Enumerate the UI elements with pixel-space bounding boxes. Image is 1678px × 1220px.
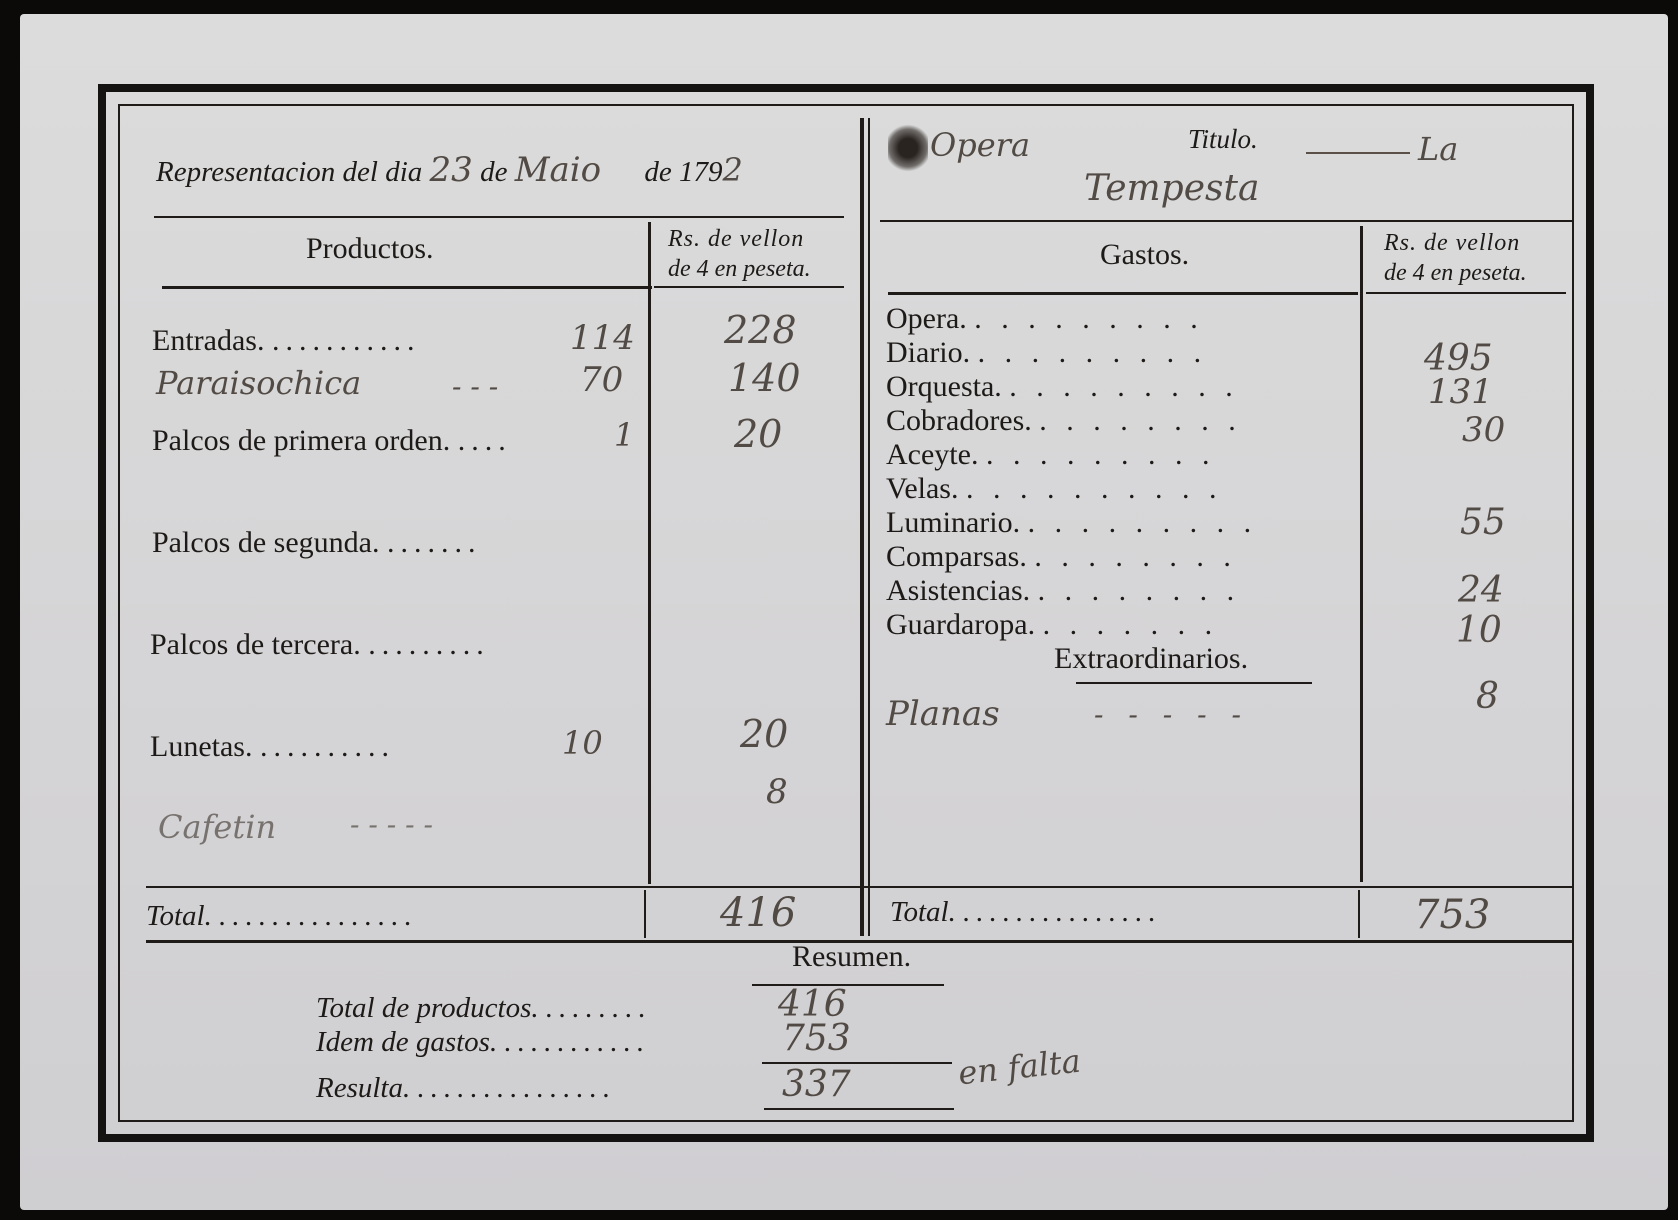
resumen-resulta-value: 337 bbox=[782, 1064, 851, 1105]
resumen-bottom-rule bbox=[764, 1108, 954, 1110]
list-item bbox=[886, 370, 1239, 404]
row-label: Palcos de tercera. bbox=[150, 628, 361, 661]
resumen-label: Total de productos. bbox=[316, 992, 539, 1024]
row-value: 10 bbox=[1456, 610, 1502, 651]
gastos-unit-rule bbox=[1366, 292, 1566, 294]
total-label: Total. bbox=[890, 896, 956, 928]
list-item bbox=[886, 540, 1237, 574]
total-top-rule bbox=[146, 886, 1574, 888]
row-dots: . . . . . . . . bbox=[1039, 404, 1242, 437]
productos-unit-line2: de 4 en peseta. bbox=[668, 256, 811, 282]
row-dots: . . . . . . . . bbox=[1037, 574, 1241, 607]
row-value: 30 bbox=[1462, 410, 1506, 450]
row-dots: . . . . . . . . . bbox=[974, 302, 1204, 335]
extraordinarios-heading: Extraordinarios. bbox=[1054, 642, 1249, 675]
total-sep-right bbox=[1358, 890, 1360, 938]
row-label: Palcos de primera orden. bbox=[152, 424, 451, 457]
resumen-dots: ............... bbox=[417, 1072, 617, 1104]
row-dots: - - - - - bbox=[350, 808, 433, 841]
row-label: Comparsas. bbox=[886, 540, 1027, 573]
resumen-label: Resulta. bbox=[316, 1072, 411, 1104]
list-item bbox=[886, 302, 1204, 336]
productos-unit-line1: Rs. de vellon bbox=[668, 226, 805, 252]
row-dots: . . . . . . . . . bbox=[1027, 506, 1258, 539]
gastos-value-rule bbox=[1360, 226, 1363, 882]
header-rule-right bbox=[880, 220, 1574, 222]
extra-rule bbox=[1076, 682, 1312, 684]
row-label: Cobradores. bbox=[886, 404, 1032, 437]
gastos-unit-line2: de 4 en peseta. bbox=[1384, 260, 1527, 286]
row-dots: . . . . . . . . . bbox=[985, 438, 1216, 471]
extra-value: 8 bbox=[1476, 676, 1499, 717]
resumen-gastos-value: 753 bbox=[782, 1018, 851, 1059]
row-qty: 10 bbox=[562, 724, 603, 762]
row-label: Diario. bbox=[886, 336, 971, 369]
list-item bbox=[886, 472, 1222, 506]
row-dots: ......... bbox=[368, 628, 490, 661]
resumen-resulta bbox=[316, 1072, 616, 1105]
row-dots: . . . . . . . bbox=[1042, 608, 1219, 641]
row-value: 20 bbox=[734, 412, 783, 456]
row-dots: ........... bbox=[271, 324, 421, 357]
list-item bbox=[886, 608, 1218, 642]
resumen-gastos bbox=[316, 1026, 650, 1059]
total-sep-left bbox=[644, 890, 646, 938]
handwritten-day: 23 bbox=[429, 150, 473, 190]
list-item bbox=[152, 526, 481, 560]
row-dots: . . . . . . . . bbox=[1034, 540, 1237, 573]
row-label: Opera. bbox=[886, 302, 967, 335]
center-divider bbox=[860, 118, 864, 936]
extra-dashes: - - - - - bbox=[1094, 698, 1249, 731]
list-item bbox=[886, 506, 1257, 540]
list-item bbox=[150, 730, 395, 764]
row-label: Palcos de segunda. bbox=[152, 526, 380, 559]
row-dots: .... bbox=[457, 424, 512, 457]
list-item bbox=[886, 404, 1242, 438]
row-label: Cafetin bbox=[158, 808, 277, 846]
row-label: Luminario. bbox=[886, 506, 1021, 539]
total-label: Total. bbox=[146, 900, 212, 932]
resumen-heading: Resumen. bbox=[792, 940, 912, 973]
row-label: Paraisochica bbox=[156, 364, 362, 402]
productos-unit-rule bbox=[654, 286, 844, 288]
ink-blot bbox=[888, 124, 928, 172]
header-de: de bbox=[480, 156, 508, 188]
row-dots: . . . . . . . . . bbox=[977, 336, 1208, 369]
productos-total-value: 416 bbox=[720, 890, 797, 936]
row-label: Guardaropa. bbox=[886, 608, 1036, 641]
extra-item: Planas bbox=[886, 694, 1000, 734]
list-item bbox=[150, 628, 490, 662]
titulo-label: Titulo. bbox=[1188, 124, 1258, 154]
row-value: 24 bbox=[1458, 570, 1504, 611]
resumen-productos-value: 416 bbox=[778, 984, 847, 1025]
gastos-heading: Gastos. bbox=[1100, 238, 1190, 271]
row-label: Orquesta. bbox=[886, 370, 1002, 403]
resumen-dots: ........... bbox=[504, 1026, 651, 1058]
list-item bbox=[886, 336, 1207, 370]
resumen-dots: ........ bbox=[545, 992, 652, 1024]
row-qty: 114 bbox=[570, 318, 635, 358]
row-dots: - - - bbox=[452, 370, 499, 403]
list-item bbox=[152, 424, 512, 458]
productos-heading: Productos. bbox=[306, 232, 434, 265]
handwritten-titulo-2: La bbox=[1418, 130, 1459, 168]
header-date-line bbox=[156, 150, 743, 190]
row-dots: .......... bbox=[259, 730, 395, 763]
gastos-head-rule bbox=[888, 292, 1358, 295]
header-rule-left bbox=[154, 216, 844, 218]
row-value: 495 bbox=[1424, 338, 1493, 379]
row-label: Velas. bbox=[886, 472, 959, 505]
titulo-dash bbox=[1306, 152, 1410, 154]
resumen-productos bbox=[316, 992, 652, 1025]
handwritten-titulo-3: Tempesta bbox=[1084, 168, 1260, 209]
handwritten-year-end: 2 bbox=[722, 151, 743, 189]
row-dots: ....... bbox=[386, 526, 482, 559]
resumen-label: Idem de gastos. bbox=[316, 1026, 498, 1058]
productos-head-rule bbox=[162, 286, 652, 289]
list-item bbox=[886, 574, 1240, 608]
gastos-total bbox=[890, 896, 1162, 929]
row-label: Entradas. bbox=[152, 324, 265, 357]
productos-value-rule bbox=[648, 222, 651, 884]
total-dots: ............... bbox=[963, 896, 1162, 928]
row-label: Lunetas. bbox=[150, 730, 253, 763]
row-value: 20 bbox=[740, 712, 789, 756]
gastos-unit-line1: Rs. de vellon bbox=[1384, 230, 1521, 256]
handwritten-titulo-1: Opera bbox=[930, 126, 1031, 164]
row-dots: . . . . . . . . . bbox=[1009, 370, 1239, 403]
row-value: 8 bbox=[766, 772, 788, 812]
total-dots: ............... bbox=[219, 900, 418, 932]
row-qty: 1 bbox=[614, 416, 635, 454]
row-value: 140 bbox=[728, 356, 801, 400]
row-label: Asistencias. bbox=[886, 574, 1031, 607]
productos-total bbox=[146, 900, 418, 933]
row-qty: 70 bbox=[580, 360, 624, 400]
header-year: de 179 bbox=[644, 156, 723, 188]
list-item bbox=[886, 438, 1215, 472]
row-value: 228 bbox=[724, 308, 797, 352]
handwritten-month: Maio bbox=[514, 150, 602, 190]
row-value: 131 bbox=[1428, 372, 1493, 412]
row-label: Aceyte. bbox=[886, 438, 979, 471]
gastos-total-value: 753 bbox=[1414, 892, 1491, 938]
resumen-note: en falta bbox=[956, 1041, 1083, 1093]
header-prefix: Representacion del dia bbox=[156, 156, 423, 188]
center-divider-2 bbox=[868, 118, 870, 936]
row-dots: . . . . . . . . . . bbox=[965, 472, 1223, 505]
row-value: 55 bbox=[1460, 502, 1506, 543]
list-item bbox=[152, 324, 420, 358]
